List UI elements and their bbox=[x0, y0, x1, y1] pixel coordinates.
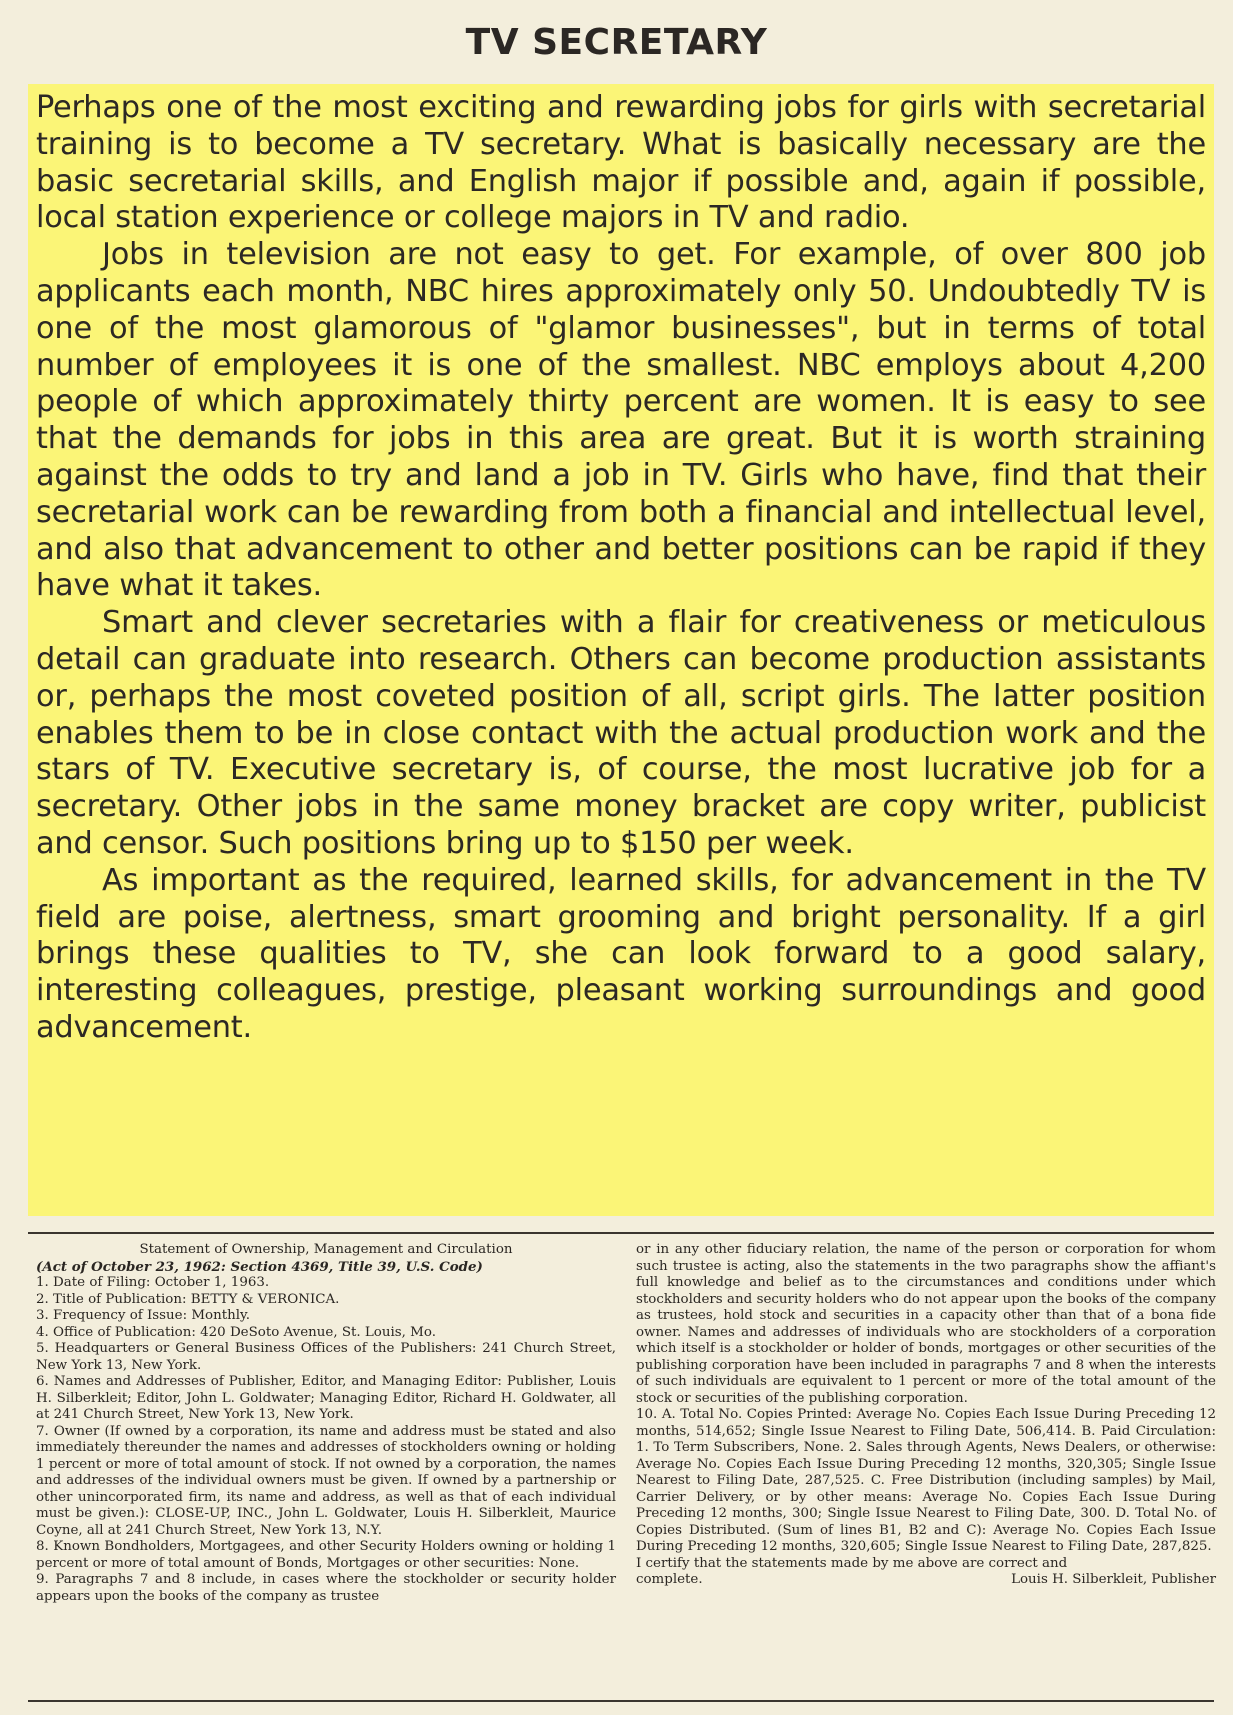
statement-item: I certify that the statements made by me above are correct and bbox=[636, 1555, 1068, 1571]
statement-item: 3. Frequency of Issue: Monthly. bbox=[36, 1308, 251, 1323]
signature-line bbox=[636, 1572, 1216, 1589]
statement-item: 5. Headquarters or General Business Offices of the Publishers: 241 Church Street, New York 13, New York. bbox=[36, 1341, 616, 1373]
statement-item: 10. A. Total No. Copies Printed: Average No. Copies Each Issue During Preceding 12 months, 514,652; Single Issue Nearest to Filing Date, 506,414. B. Paid Circulation: 1. To Term Subscribers, None. 2. Sales through Agents, News Dealers, or otherwise: Average No. Copies Each Issue During Preceding 12 months, 320,305; Single Issue Nearest to Filing Date, 287,525. C. Free Distribution (including samples) by Mail, Carrier Delivery, or by other means: Average No. Copies Each Issue During Preceding 12 months, 300; Single Issue Nearest to Filing Date, 300. D. Total No. of Copies Distributed. (Sum of lines B1, B2 and C): Average No. Copies Each Issue During Preceding 12 months, 320,605; Single Issue Nearest to Filing Date, 287,825. bbox=[636, 1407, 1216, 1554]
statement-item: 2. Title of Publication: BETTY & VERONICA. bbox=[36, 1291, 340, 1307]
article-body bbox=[28, 84, 1214, 1216]
article-paragraph: Jobs in television are not easy to get. For example, of over 800 job applicants each month, NBC hires approximately only 50. Undoubtedly TV is one of the most glamorous of "glamor businesses", but in terms of total number of employees it is one of the smallest. NBC employs about 4,200 people of which approximately thirty percent are women. It is easy to see that the demands for jobs in this area are great. But it is worth straining against the odds to try and land a job in TV. Girls who have, find that their secretarial work can be rewarding from both a financial and intellectual level, and also that advancement to other and better positions can be rapid if they have what it takes. bbox=[36, 237, 1206, 604]
bottom-rule bbox=[28, 1700, 1214, 1702]
statement-left-column bbox=[36, 1242, 616, 1605]
statement-act: (Act of October 23, 1962: Section 4369, Title 39, U.S. Code) bbox=[36, 1258, 483, 1275]
statement-item: 4. Office of Publication: 420 DeSoto Avenue, St. Louis, Mo. bbox=[36, 1324, 436, 1340]
statement-item: 9. Paragraphs 7 and 8 include, in cases where the stockholder or security holder appears upon the books of the company as trustee bbox=[36, 1572, 616, 1604]
signature: Louis H. Silberkleit, Publisher bbox=[1011, 1572, 1216, 1587]
statement-item: 7. Owner (If owned by a corporation, its name and address must be stated and also immediately thereunder the names and addresses of stockholders owning or holding 1 percent or more of total amount of stock. If not owned by a corporation, the names and addresses of the individual owners must be given. If owned by a partnership or other unincorporated firm, its name and address, as well as that of each individual must be given.): CLOSE-UP, INC., John L. Goldwater, Louis H. Silberkleit, Maurice Coyne, all at 241 Church Street, New York 13, N.Y. bbox=[36, 1423, 616, 1538]
closing-text: complete. bbox=[636, 1572, 703, 1587]
divider-rule bbox=[28, 1232, 1214, 1234]
statement-item: 6. Names and Addresses of Publisher, Editor, and Managing Editor: Publisher, Louis H. Silberkleit; Editor, John L. Goldwater; Managing Editor, Richard H. Goldwater, all at 241 Church Street, New York 13, New York. bbox=[36, 1374, 616, 1422]
statement-right-column bbox=[636, 1242, 1216, 1589]
article-paragraph: Smart and clever secretaries with a flair for creativeness or meticulous detail can graduate into research. Others can become production assistants or, perhaps the most coveted position of all, script girls. The latter position enables them to be in close contact with the actual production work and the stars of TV. Executive secretary is, of course, the most lucrative job for a secretary. Other jobs in the same money bracket are copy writer, publicist and censor. Such positions bring up to $150 per week. bbox=[36, 605, 1206, 861]
article-paragraph: Perhaps one of the most exciting and rewarding jobs for girls with secretarial training is to become a TV secretary. What is basically necessary are the basic secretarial skills, and English major if possible and, again if possible, local station experience or college majors in TV and radio. bbox=[36, 90, 1206, 236]
statement-heading: Statement of Ownership, Management and Circulation bbox=[139, 1242, 513, 1257]
page-title: TV SECRETARY bbox=[465, 22, 768, 63]
statement-item: or in any other fiduciary relation, the name of the person or corporation for whom such trustee is acting, also the statements in the two paragraphs show the affiant's full knowledge and belief as to the circumstances and conditions under which stockholders and security holders who do not appear upon the books of the company as trustees, hold stock and securities in a capacity other than that of a bona fide owner. Names and addresses of individuals who are stockholders of a corporation which itself is a stockholder or holder of bonds, mortgages or other securities of the publishing corporation have been included in paragraphs 7 and 8 when the interests of such individuals are equivalent to 1 percent or more of the total amount of the stock or securities of the publishing corporation. bbox=[636, 1242, 1216, 1406]
statement-item: 8. Known Bondholders, Mortgagees, and other Security Holders owning or holding 1 percent or more of total amount of Bonds, Mortgages or other securities: None. bbox=[36, 1539, 616, 1571]
statement-item: 1. Date of Filing: October 1, 1963. bbox=[36, 1275, 270, 1290]
article-paragraph: As important as the required, learned skills, for advancement in the TV field are poise, alertness, smart grooming and bright personality. If a girl brings these qualities to TV, she can look forward to a good salary, interesting colleagues, prestige, pleasant working surroundings and good advancement. bbox=[36, 862, 1206, 1045]
